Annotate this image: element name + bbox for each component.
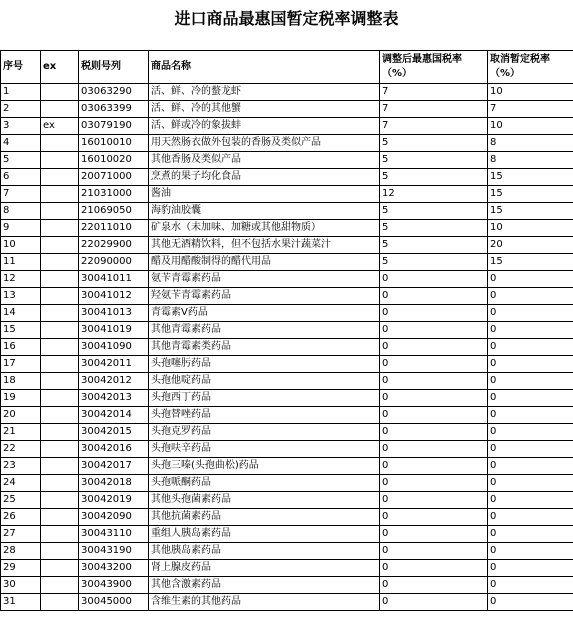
header-cancelled-rate: 取消暂定税率（%） bbox=[488, 51, 573, 84]
cell-seq: 5 bbox=[1, 152, 41, 169]
cell-ex bbox=[41, 560, 79, 577]
cell-ex bbox=[41, 186, 79, 203]
table-row bbox=[1, 254, 573, 271]
cell-seq: 18 bbox=[1, 373, 41, 390]
cell-adjusted-rate: 12 bbox=[380, 186, 488, 203]
cell-tariff-code: 30042018 bbox=[79, 475, 149, 492]
cell-cancelled-rate: 0 bbox=[488, 475, 573, 492]
cell-cancelled-rate: 0 bbox=[488, 509, 573, 526]
cell-seq: 23 bbox=[1, 458, 41, 475]
cell-product-name: 其他含激素药品 bbox=[149, 577, 380, 594]
cell-product-name: 头孢三嗪(头孢曲松)药品 bbox=[149, 458, 380, 475]
cell-cancelled-rate: 0 bbox=[488, 424, 573, 441]
cell-cancelled-rate: 0 bbox=[488, 322, 573, 339]
cell-tariff-code: 30042015 bbox=[79, 424, 149, 441]
cell-adjusted-rate: 5 bbox=[380, 169, 488, 186]
cell-ex bbox=[41, 577, 79, 594]
table-row bbox=[1, 186, 573, 203]
cell-seq: 4 bbox=[1, 135, 41, 152]
table-row bbox=[1, 118, 573, 135]
cell-product-name: 其他青霉素药品 bbox=[149, 322, 380, 339]
cell-seq: 25 bbox=[1, 492, 41, 509]
cell-product-name: 活、鲜、冷的其他蟹 bbox=[149, 101, 380, 118]
cell-seq: 22 bbox=[1, 441, 41, 458]
cell-ex bbox=[41, 526, 79, 543]
table-row bbox=[1, 424, 573, 441]
cell-ex bbox=[41, 203, 79, 220]
cell-product-name: 青霉素V药品 bbox=[149, 305, 380, 322]
table-row bbox=[1, 509, 573, 526]
cell-cancelled-rate: 0 bbox=[488, 271, 573, 288]
cell-ex bbox=[41, 356, 79, 373]
cell-cancelled-rate: 0 bbox=[488, 594, 573, 611]
table-row bbox=[1, 441, 573, 458]
cell-adjusted-rate: 5 bbox=[380, 254, 488, 271]
cell-ex bbox=[41, 339, 79, 356]
cell-adjusted-rate: 0 bbox=[380, 526, 488, 543]
cell-adjusted-rate: 5 bbox=[380, 220, 488, 237]
table-row bbox=[1, 526, 573, 543]
cell-product-name: 头孢噻肟药品 bbox=[149, 356, 380, 373]
cell-product-name: 其他无酒精饮料，但不包括水果汁蔬菜汁 bbox=[149, 237, 380, 254]
table-row bbox=[1, 203, 573, 220]
cell-tariff-code: 30043900 bbox=[79, 577, 149, 594]
cell-adjusted-rate: 0 bbox=[380, 577, 488, 594]
cell-adjusted-rate: 0 bbox=[380, 356, 488, 373]
cell-product-name: 氨苄青霉素药品 bbox=[149, 271, 380, 288]
cell-seq: 3 bbox=[1, 118, 41, 135]
header-ex: ex bbox=[41, 51, 79, 84]
cell-seq: 9 bbox=[1, 220, 41, 237]
cell-adjusted-rate: 5 bbox=[380, 237, 488, 254]
cell-ex bbox=[41, 288, 79, 305]
cell-adjusted-rate: 0 bbox=[380, 475, 488, 492]
cell-seq: 10 bbox=[1, 237, 41, 254]
cell-adjusted-rate: 5 bbox=[380, 203, 488, 220]
cell-adjusted-rate: 0 bbox=[380, 560, 488, 577]
cell-product-name: 重组人胰岛素药品 bbox=[149, 526, 380, 543]
cell-adjusted-rate: 0 bbox=[380, 339, 488, 356]
cell-product-name: 活、鲜或冷的象拔蚌 bbox=[149, 118, 380, 135]
cell-tariff-code: 30042017 bbox=[79, 458, 149, 475]
cell-adjusted-rate: 0 bbox=[380, 424, 488, 441]
table-row bbox=[1, 169, 573, 186]
cell-tariff-code: 22029900 bbox=[79, 237, 149, 254]
cell-tariff-code: 30041019 bbox=[79, 322, 149, 339]
cell-product-name: 其他青霉素类药品 bbox=[149, 339, 380, 356]
cell-product-name: 其他头孢菌素药品 bbox=[149, 492, 380, 509]
cell-ex bbox=[41, 594, 79, 611]
cell-cancelled-rate: 0 bbox=[488, 441, 573, 458]
cell-cancelled-rate: 7 bbox=[488, 101, 573, 118]
cell-tariff-code: 30041013 bbox=[79, 305, 149, 322]
cell-cancelled-rate: 15 bbox=[488, 169, 573, 186]
cell-adjusted-rate: 0 bbox=[380, 390, 488, 407]
cell-tariff-code: 30043200 bbox=[79, 560, 149, 577]
cell-ex bbox=[41, 101, 79, 118]
header-adjusted-rate: 调整后最惠国税率（%） bbox=[380, 51, 488, 84]
header-seq: 序号 bbox=[1, 51, 41, 84]
table-row bbox=[1, 237, 573, 254]
cell-tariff-code: 30042016 bbox=[79, 441, 149, 458]
cell-tariff-code: 21069050 bbox=[79, 203, 149, 220]
cell-product-name: 酱油 bbox=[149, 186, 380, 203]
cell-tariff-code: 16010020 bbox=[79, 152, 149, 169]
cell-seq: 1 bbox=[1, 84, 41, 101]
cell-ex bbox=[41, 305, 79, 322]
cell-seq: 11 bbox=[1, 254, 41, 271]
cell-seq: 7 bbox=[1, 186, 41, 203]
table-row bbox=[1, 407, 573, 424]
table-row bbox=[1, 135, 573, 152]
cell-ex bbox=[41, 373, 79, 390]
cell-adjusted-rate: 0 bbox=[380, 492, 488, 509]
cell-cancelled-rate: 10 bbox=[488, 84, 573, 101]
cell-seq: 14 bbox=[1, 305, 41, 322]
cell-tariff-code: 20071000 bbox=[79, 169, 149, 186]
cell-adjusted-rate: 0 bbox=[380, 407, 488, 424]
header-product-name: 商品名称 bbox=[149, 51, 380, 84]
cell-seq: 13 bbox=[1, 288, 41, 305]
cell-seq: 16 bbox=[1, 339, 41, 356]
table-row bbox=[1, 373, 573, 390]
cell-tariff-code: 30042011 bbox=[79, 356, 149, 373]
table-row bbox=[1, 560, 573, 577]
header-tariff-code: 税则号列 bbox=[79, 51, 149, 84]
cell-cancelled-rate: 0 bbox=[488, 305, 573, 322]
table-row bbox=[1, 101, 573, 118]
table-row bbox=[1, 322, 573, 339]
cell-cancelled-rate: 15 bbox=[488, 254, 573, 271]
cell-adjusted-rate: 7 bbox=[380, 101, 488, 118]
table-row bbox=[1, 594, 573, 611]
cell-seq: 28 bbox=[1, 543, 41, 560]
cell-cancelled-rate: 0 bbox=[488, 339, 573, 356]
cell-adjusted-rate: 0 bbox=[380, 322, 488, 339]
cell-cancelled-rate: 10 bbox=[488, 118, 573, 135]
table-row bbox=[1, 475, 573, 492]
cell-ex bbox=[41, 407, 79, 424]
cell-adjusted-rate: 0 bbox=[380, 543, 488, 560]
cell-ex bbox=[41, 441, 79, 458]
cell-adjusted-rate: 0 bbox=[380, 441, 488, 458]
table-row bbox=[1, 305, 573, 322]
table-row bbox=[1, 288, 573, 305]
cell-adjusted-rate: 0 bbox=[380, 373, 488, 390]
cell-ex bbox=[41, 543, 79, 560]
table-row bbox=[1, 339, 573, 356]
document-title: 进口商品最惠国暂定税率调整表 bbox=[174, 9, 399, 28]
cell-cancelled-rate: 0 bbox=[488, 407, 573, 424]
cell-ex bbox=[41, 84, 79, 101]
cell-tariff-code: 30041011 bbox=[79, 271, 149, 288]
cell-product-name: 其他抗菌素药品 bbox=[149, 509, 380, 526]
cell-tariff-code: 30045000 bbox=[79, 594, 149, 611]
table-row bbox=[1, 458, 573, 475]
cell-adjusted-rate: 7 bbox=[380, 84, 488, 101]
cell-seq: 24 bbox=[1, 475, 41, 492]
cell-product-name: 含维生素的其他药品 bbox=[149, 594, 380, 611]
cell-cancelled-rate: 0 bbox=[488, 373, 573, 390]
cell-cancelled-rate: 0 bbox=[488, 526, 573, 543]
cell-adjusted-rate: 7 bbox=[380, 118, 488, 135]
cell-cancelled-rate: 0 bbox=[488, 288, 573, 305]
cell-ex bbox=[41, 271, 79, 288]
cell-product-name: 头孢替唑药品 bbox=[149, 407, 380, 424]
cell-seq: 27 bbox=[1, 526, 41, 543]
table-row bbox=[1, 152, 573, 169]
cell-cancelled-rate: 0 bbox=[488, 458, 573, 475]
cell-product-name: 羟氨苄青霉素药品 bbox=[149, 288, 380, 305]
cell-cancelled-rate: 8 bbox=[488, 135, 573, 152]
cell-adjusted-rate: 0 bbox=[380, 288, 488, 305]
cell-tariff-code: 30042012 bbox=[79, 373, 149, 390]
table-header-row bbox=[1, 51, 573, 84]
cell-tariff-code: 03079190 bbox=[79, 118, 149, 135]
cell-product-name: 其他胰岛素药品 bbox=[149, 543, 380, 560]
cell-tariff-code: 21031000 bbox=[79, 186, 149, 203]
table-row bbox=[1, 492, 573, 509]
table-row bbox=[1, 543, 573, 560]
cell-ex bbox=[41, 458, 79, 475]
cell-cancelled-rate: 15 bbox=[488, 203, 573, 220]
cell-tariff-code: 30042013 bbox=[79, 390, 149, 407]
cell-cancelled-rate: 0 bbox=[488, 577, 573, 594]
cell-product-name: 肾上腺皮药品 bbox=[149, 560, 380, 577]
cell-adjusted-rate: 0 bbox=[380, 509, 488, 526]
cell-tariff-code: 03063399 bbox=[79, 101, 149, 118]
cell-tariff-code: 30042090 bbox=[79, 509, 149, 526]
cell-seq: 30 bbox=[1, 577, 41, 594]
cell-ex bbox=[41, 424, 79, 441]
cell-tariff-code: 30042014 bbox=[79, 407, 149, 424]
cell-product-name: 其他香肠及类似产品 bbox=[149, 152, 380, 169]
cell-tariff-code: 16010010 bbox=[79, 135, 149, 152]
cell-seq: 8 bbox=[1, 203, 41, 220]
cell-product-name: 头孢哌酮药品 bbox=[149, 475, 380, 492]
table-row bbox=[1, 84, 573, 101]
cell-cancelled-rate: 0 bbox=[488, 560, 573, 577]
cell-adjusted-rate: 0 bbox=[380, 271, 488, 288]
cell-seq: 6 bbox=[1, 169, 41, 186]
cell-ex bbox=[41, 152, 79, 169]
table-row bbox=[1, 577, 573, 594]
cell-tariff-code: 30042019 bbox=[79, 492, 149, 509]
cell-ex bbox=[41, 135, 79, 152]
cell-seq: 26 bbox=[1, 509, 41, 526]
table-row bbox=[1, 390, 573, 407]
cell-ex bbox=[41, 322, 79, 339]
table-body bbox=[1, 84, 573, 611]
cell-seq: 20 bbox=[1, 407, 41, 424]
cell-tariff-code: 22090000 bbox=[79, 254, 149, 271]
cell-ex bbox=[41, 220, 79, 237]
cell-product-name: 活、鲜、冷的螯龙虾 bbox=[149, 84, 380, 101]
cell-adjusted-rate: 0 bbox=[380, 458, 488, 475]
cell-product-name: 烹煮的果子均化食品 bbox=[149, 169, 380, 186]
cell-adjusted-rate: 0 bbox=[380, 305, 488, 322]
cell-cancelled-rate: 20 bbox=[488, 237, 573, 254]
cell-product-name: 用天然肠衣做外包装的香肠及类似产品 bbox=[149, 135, 380, 152]
cell-product-name: 醋及用醋酸制得的醋代用品 bbox=[149, 254, 380, 271]
cell-cancelled-rate: 0 bbox=[488, 356, 573, 373]
cell-ex bbox=[41, 390, 79, 407]
cell-tariff-code: 30041090 bbox=[79, 339, 149, 356]
cell-tariff-code: 30041012 bbox=[79, 288, 149, 305]
cell-ex: ex bbox=[41, 118, 79, 135]
cell-ex bbox=[41, 475, 79, 492]
cell-product-name: 矿泉水（未加味、加糖或其他甜物质） bbox=[149, 220, 380, 237]
cell-tariff-code: 30043190 bbox=[79, 543, 149, 560]
cell-adjusted-rate: 5 bbox=[380, 152, 488, 169]
cell-cancelled-rate: 0 bbox=[488, 492, 573, 509]
cell-tariff-code: 03063290 bbox=[79, 84, 149, 101]
cell-product-name: 海豹油胶囊 bbox=[149, 203, 380, 220]
cell-seq: 12 bbox=[1, 271, 41, 288]
cell-cancelled-rate: 10 bbox=[488, 220, 573, 237]
cell-product-name: 头孢他啶药品 bbox=[149, 373, 380, 390]
cell-ex bbox=[41, 254, 79, 271]
cell-seq: 2 bbox=[1, 101, 41, 118]
cell-tariff-code: 30043110 bbox=[79, 526, 149, 543]
cell-cancelled-rate: 0 bbox=[488, 543, 573, 560]
cell-cancelled-rate: 15 bbox=[488, 186, 573, 203]
cell-seq: 21 bbox=[1, 424, 41, 441]
table-row bbox=[1, 271, 573, 288]
cell-seq: 15 bbox=[1, 322, 41, 339]
cell-adjusted-rate: 5 bbox=[380, 135, 488, 152]
cell-product-name: 头孢西丁药品 bbox=[149, 390, 380, 407]
cell-adjusted-rate: 0 bbox=[380, 594, 488, 611]
cell-seq: 17 bbox=[1, 356, 41, 373]
cell-seq: 19 bbox=[1, 390, 41, 407]
cell-product-name: 头孢呋辛药品 bbox=[149, 441, 380, 458]
cell-ex bbox=[41, 237, 79, 254]
table-row bbox=[1, 220, 573, 237]
cell-cancelled-rate: 0 bbox=[488, 390, 573, 407]
cell-ex bbox=[41, 509, 79, 526]
tariff-table bbox=[0, 50, 573, 611]
cell-seq: 29 bbox=[1, 560, 41, 577]
cell-tariff-code: 22011010 bbox=[79, 220, 149, 237]
table-row bbox=[1, 356, 573, 373]
cell-cancelled-rate: 8 bbox=[488, 152, 573, 169]
cell-ex bbox=[41, 492, 79, 509]
cell-ex bbox=[41, 169, 79, 186]
cell-product-name: 头孢克罗药品 bbox=[149, 424, 380, 441]
cell-seq: 31 bbox=[1, 594, 41, 611]
